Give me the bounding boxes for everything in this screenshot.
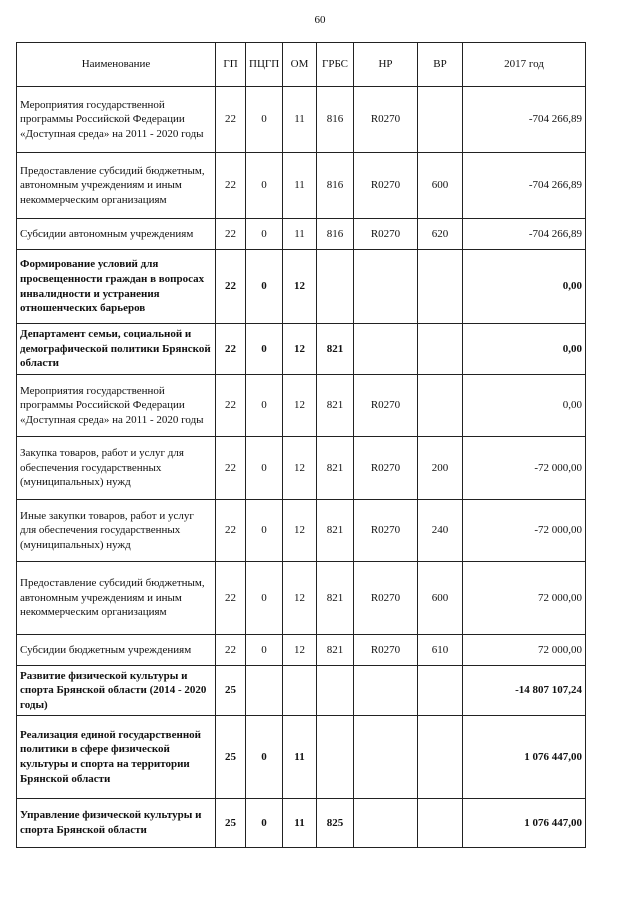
row-grbs: 816 xyxy=(317,87,354,153)
header-pcgp: ПЦГП xyxy=(246,43,283,87)
row-vr: 620 xyxy=(418,219,463,250)
table-row xyxy=(17,87,586,153)
row-name: Мероприятия государственной программы Российской Федерации «Доступная среда» на 2011 - 2020 годы xyxy=(17,87,216,153)
row-name: Субсидии бюджетным учреждениям xyxy=(17,635,216,666)
row-pcgp: 0 xyxy=(246,324,283,375)
row-amount: -72 000,00 xyxy=(463,500,586,562)
row-om: 11 xyxy=(283,799,317,848)
row-gp: 25 xyxy=(216,716,246,799)
row-amount: -704 266,89 xyxy=(463,87,586,153)
row-om: 12 xyxy=(283,324,317,375)
row-gp: 22 xyxy=(216,219,246,250)
row-pcgp: 0 xyxy=(246,500,283,562)
header-nr: НР xyxy=(354,43,418,87)
table-row xyxy=(17,324,586,375)
row-gp: 22 xyxy=(216,635,246,666)
row-grbs: 825 xyxy=(317,799,354,848)
row-nr xyxy=(354,799,418,848)
header-year: 2017 год xyxy=(463,43,586,87)
row-gp: 22 xyxy=(216,87,246,153)
table-row xyxy=(17,500,586,562)
row-nr: R0270 xyxy=(354,562,418,635)
row-om: 12 xyxy=(283,562,317,635)
row-pcgp: 0 xyxy=(246,635,283,666)
table-row xyxy=(17,219,586,250)
page-number: 60 xyxy=(314,14,326,26)
row-gp: 25 xyxy=(216,666,246,716)
row-pcgp: 0 xyxy=(246,250,283,324)
row-name: Развитие физической культуры и спорта Брянской области (2014 - 2020 годы) xyxy=(17,666,216,716)
row-vr: 240 xyxy=(418,500,463,562)
row-nr: R0270 xyxy=(354,500,418,562)
table-row xyxy=(17,375,586,437)
row-pcgp: 0 xyxy=(246,562,283,635)
row-amount: -704 266,89 xyxy=(463,153,586,219)
row-nr: R0270 xyxy=(354,437,418,500)
row-nr: R0270 xyxy=(354,375,418,437)
row-amount: 1 076 447,00 xyxy=(463,799,586,848)
row-amount: -14 807 107,24 xyxy=(463,666,586,716)
header-vr: ВР xyxy=(418,43,463,87)
row-gp: 22 xyxy=(216,250,246,324)
table-row xyxy=(17,153,586,219)
header-grbs: ГРБС xyxy=(317,43,354,87)
row-nr xyxy=(354,716,418,799)
row-amount: -72 000,00 xyxy=(463,437,586,500)
row-vr: 610 xyxy=(418,635,463,666)
row-om: 11 xyxy=(283,716,317,799)
row-pcgp: 0 xyxy=(246,799,283,848)
header-om: ОМ xyxy=(283,43,317,87)
row-amount: 0,00 xyxy=(463,375,586,437)
row-grbs: 821 xyxy=(317,635,354,666)
table-row xyxy=(17,437,586,500)
row-nr xyxy=(354,324,418,375)
row-grbs: 816 xyxy=(317,153,354,219)
row-om xyxy=(283,666,317,716)
row-pcgp: 0 xyxy=(246,437,283,500)
table-row xyxy=(17,799,586,848)
row-name: Формирование условий для просвещенности граждан в вопросах инвалидности и устранения отношенческих барьеров xyxy=(17,250,216,324)
table-row xyxy=(17,562,586,635)
row-vr: 200 xyxy=(418,437,463,500)
row-amount: 0,00 xyxy=(463,250,586,324)
row-vr xyxy=(418,375,463,437)
row-grbs: 821 xyxy=(317,437,354,500)
budget-table xyxy=(16,42,586,848)
table-row xyxy=(17,666,586,716)
row-vr xyxy=(418,87,463,153)
row-grbs: 821 xyxy=(317,324,354,375)
row-grbs: 816 xyxy=(317,219,354,250)
row-amount: 0,00 xyxy=(463,324,586,375)
row-om: 12 xyxy=(283,375,317,437)
row-pcgp: 0 xyxy=(246,219,283,250)
row-nr: R0270 xyxy=(354,153,418,219)
header-name: Наименование xyxy=(17,43,216,87)
row-om: 12 xyxy=(283,250,317,324)
row-nr: R0270 xyxy=(354,635,418,666)
row-amount: -704 266,89 xyxy=(463,219,586,250)
row-gp: 22 xyxy=(216,375,246,437)
table-row xyxy=(17,716,586,799)
row-om: 12 xyxy=(283,437,317,500)
row-grbs: 821 xyxy=(317,500,354,562)
row-name: Управление физической культуры и спорта Брянской области xyxy=(17,799,216,848)
row-vr: 600 xyxy=(418,153,463,219)
row-gp: 22 xyxy=(216,437,246,500)
row-name: Предоставление субсидий бюджетным, автономным учреждениям и иным некоммерческим организациям xyxy=(17,153,216,219)
row-gp: 22 xyxy=(216,562,246,635)
row-pcgp: 0 xyxy=(246,716,283,799)
row-vr xyxy=(418,799,463,848)
row-grbs xyxy=(317,250,354,324)
row-nr xyxy=(354,250,418,324)
header-gp: ГП xyxy=(216,43,246,87)
row-amount: 72 000,00 xyxy=(463,635,586,666)
row-vr xyxy=(418,250,463,324)
row-pcgp xyxy=(246,666,283,716)
table-header-row xyxy=(17,43,586,87)
row-grbs: 821 xyxy=(317,562,354,635)
row-name: Предоставление субсидий бюджетным, автономным учреждениям и иным некоммерческим организациям xyxy=(17,562,216,635)
row-vr xyxy=(418,324,463,375)
row-name: Мероприятия государственной программы Российской Федерации «Доступная среда» на 2011 - 2020 годы xyxy=(17,375,216,437)
row-om: 12 xyxy=(283,500,317,562)
row-om: 11 xyxy=(283,153,317,219)
row-nr xyxy=(354,666,418,716)
row-gp: 22 xyxy=(216,500,246,562)
row-amount: 1 076 447,00 xyxy=(463,716,586,799)
row-name: Субсидии автономным учреждениям xyxy=(17,219,216,250)
row-vr: 600 xyxy=(418,562,463,635)
row-om: 11 xyxy=(283,219,317,250)
row-nr: R0270 xyxy=(354,219,418,250)
row-om: 11 xyxy=(283,87,317,153)
row-name: Реализация единой государственной политики в сфере физической культуры и спорта на территории Брянской области xyxy=(17,716,216,799)
row-name: Иные закупки товаров, работ и услуг для обеспечения государственных (муниципальных) нужд xyxy=(17,500,216,562)
row-pcgp: 0 xyxy=(246,375,283,437)
row-grbs: 821 xyxy=(317,375,354,437)
row-vr xyxy=(418,716,463,799)
row-name: Департамент семьи, социальной и демографической политики Брянской области xyxy=(17,324,216,375)
table-row xyxy=(17,250,586,324)
row-grbs xyxy=(317,666,354,716)
row-om: 12 xyxy=(283,635,317,666)
row-gp: 22 xyxy=(216,324,246,375)
row-nr: R0270 xyxy=(354,87,418,153)
row-grbs xyxy=(317,716,354,799)
row-pcgp: 0 xyxy=(246,87,283,153)
row-gp: 22 xyxy=(216,153,246,219)
row-vr xyxy=(418,666,463,716)
row-pcgp: 0 xyxy=(246,153,283,219)
row-amount: 72 000,00 xyxy=(463,562,586,635)
table-row xyxy=(17,635,586,666)
row-name: Закупка товаров, работ и услуг для обеспечения государственных (муниципальных) нужд xyxy=(17,437,216,500)
row-gp: 25 xyxy=(216,799,246,848)
